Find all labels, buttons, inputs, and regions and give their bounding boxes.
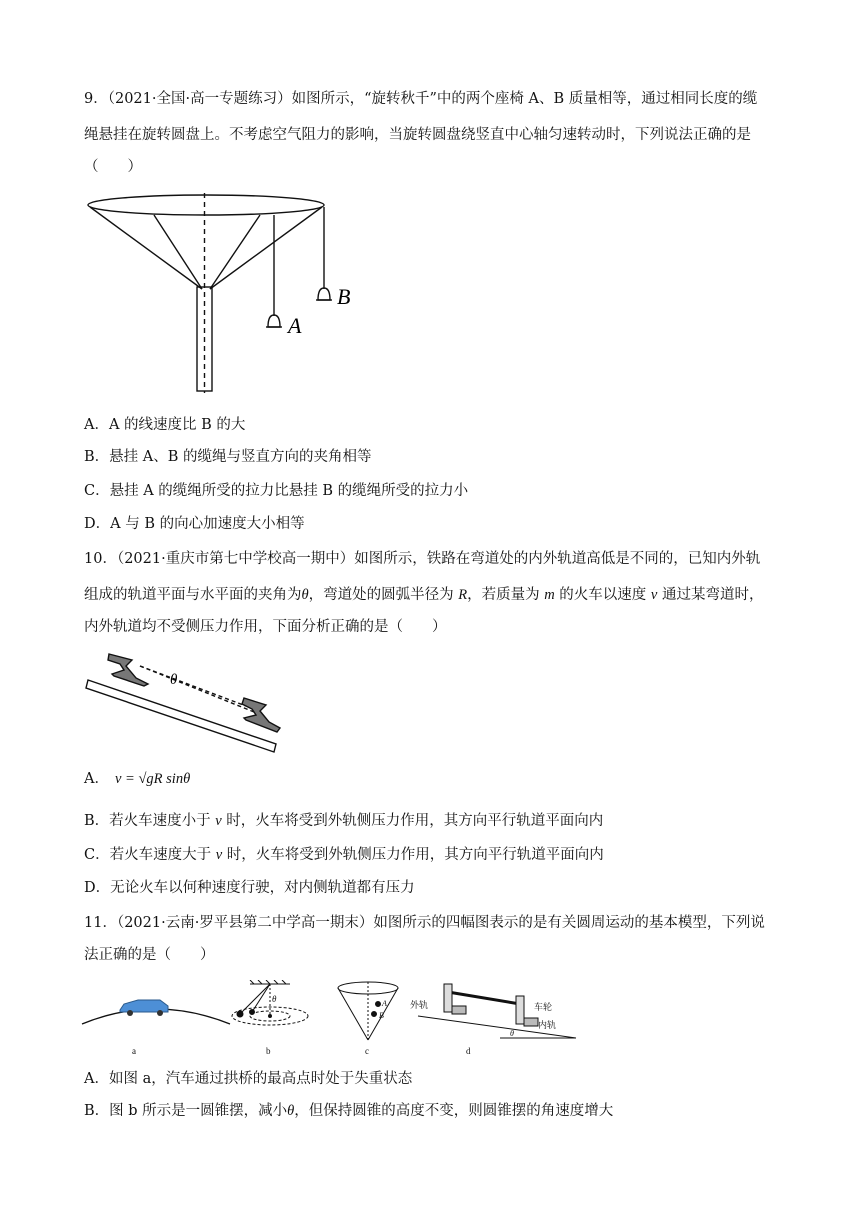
label-a: A bbox=[288, 313, 302, 338]
svg-text:d: d bbox=[466, 1046, 471, 1056]
rail-curve-figure bbox=[84, 648, 284, 756]
formula-v: v = √gR sinθ bbox=[114, 771, 191, 787]
q11-option-a[interactable]: A．如图 a，汽车通过拱桥的最高点时处于失重状态 bbox=[84, 1071, 413, 1087]
inner-rail bbox=[242, 698, 280, 732]
q9-option-b[interactable]: B．悬挂 A、B 的缆绳与竖直方向的夹角相等 bbox=[84, 449, 372, 465]
svg-text:b: b bbox=[266, 1046, 271, 1056]
theta-label: θ bbox=[170, 672, 178, 688]
svg-text:θ: θ bbox=[272, 994, 277, 1004]
circular-motion-figures bbox=[80, 980, 580, 1062]
svg-text:B: B bbox=[379, 1011, 384, 1020]
seat-b bbox=[318, 288, 330, 300]
svg-text:外轨: 外轨 bbox=[410, 1001, 429, 1011]
rotating-disk-rim bbox=[88, 195, 324, 215]
figure-c bbox=[338, 982, 398, 1056]
q9-stem-line-2: 绳悬挂在旋转圆盘上。不考虑空气阻力的影响，当旋转圆盘绕竖直中心轴匀速转动时，下列说法正确的是 bbox=[84, 127, 751, 143]
svg-text:a: a bbox=[132, 1046, 136, 1056]
q10-option-d[interactable]: D．无论火车以何种速度行驶，对内侧轨道都有压力 bbox=[84, 880, 415, 896]
q9-stem-line-1: 9．（2021·全国·高一专题练习）如图所示，“旋转秋千”中的两个座椅 A、B 质量相等，通过相同长度的缆 bbox=[84, 91, 758, 107]
label-b: B bbox=[337, 284, 351, 309]
q10-stem-line-3: 内外轨道均不受侧压力作用，下面分析正确的是（ ） bbox=[84, 619, 447, 635]
figure-d bbox=[410, 984, 576, 1056]
q10-option-b[interactable]: B．若火车速度小于 v 时，火车将受到外轨侧压力作用，其方向平行轨道平面向内 bbox=[84, 813, 604, 829]
figure-b bbox=[232, 980, 308, 1056]
swing-ride-figure bbox=[84, 193, 374, 398]
q10-stem-line-2: 组成的轨道平面与水平面的夹角为θ，弯道处的圆弧半径为 R，若质量为 m 的火车以速度 v 通过某弯道时， bbox=[84, 587, 764, 603]
svg-text:θ: θ bbox=[510, 1029, 514, 1038]
q11-option-b[interactable]: B．图 b 所示是一圆锥摆，减小θ，但保持圆锥的高度不变，则圆锥摆的角速度增大 bbox=[84, 1103, 614, 1119]
svg-text:c: c bbox=[365, 1046, 369, 1056]
svg-text:A: A bbox=[382, 999, 387, 1008]
outer-rail bbox=[108, 654, 148, 686]
q10-option-a[interactable]: A． v = √gR sinθ bbox=[84, 771, 191, 787]
svg-text:车轮: 车轮 bbox=[534, 1003, 553, 1013]
track-plane bbox=[86, 680, 276, 752]
q11-stem-line-2: 法正确的是（ ） bbox=[84, 947, 215, 963]
q9-option-c[interactable]: C．悬挂 A 的缆绳所受的拉力比悬挂 B 的缆绳所受的拉力小 bbox=[84, 483, 469, 499]
q9-answer-paren: （ ） bbox=[84, 159, 142, 175]
q11-stem-line-1: 11．（2021·云南·罗平县第二中学高一期末）如图所示的四幅图表示的是有关圆周运动的基本模型，下列说 bbox=[84, 915, 765, 931]
seat-a bbox=[268, 315, 280, 327]
svg-text:内轨: 内轨 bbox=[538, 1021, 557, 1031]
q9-option-d[interactable]: D．A 与 B 的向心加速度大小相等 bbox=[84, 516, 305, 532]
q10-stem-line-1: 10．（2021·重庆市第七中学校高一期中）如图所示，铁路在弯道处的内外轨道高低是不同的，已知内外轨 bbox=[84, 551, 761, 567]
q10-option-c[interactable]: C．若火车速度大于 v 时，火车将受到外轨侧压力作用，其方向平行轨道平面向内 bbox=[84, 847, 604, 863]
figure-a bbox=[82, 1000, 230, 1056]
q9-option-a[interactable]: A．A 的线速度比 B 的大 bbox=[84, 417, 246, 433]
